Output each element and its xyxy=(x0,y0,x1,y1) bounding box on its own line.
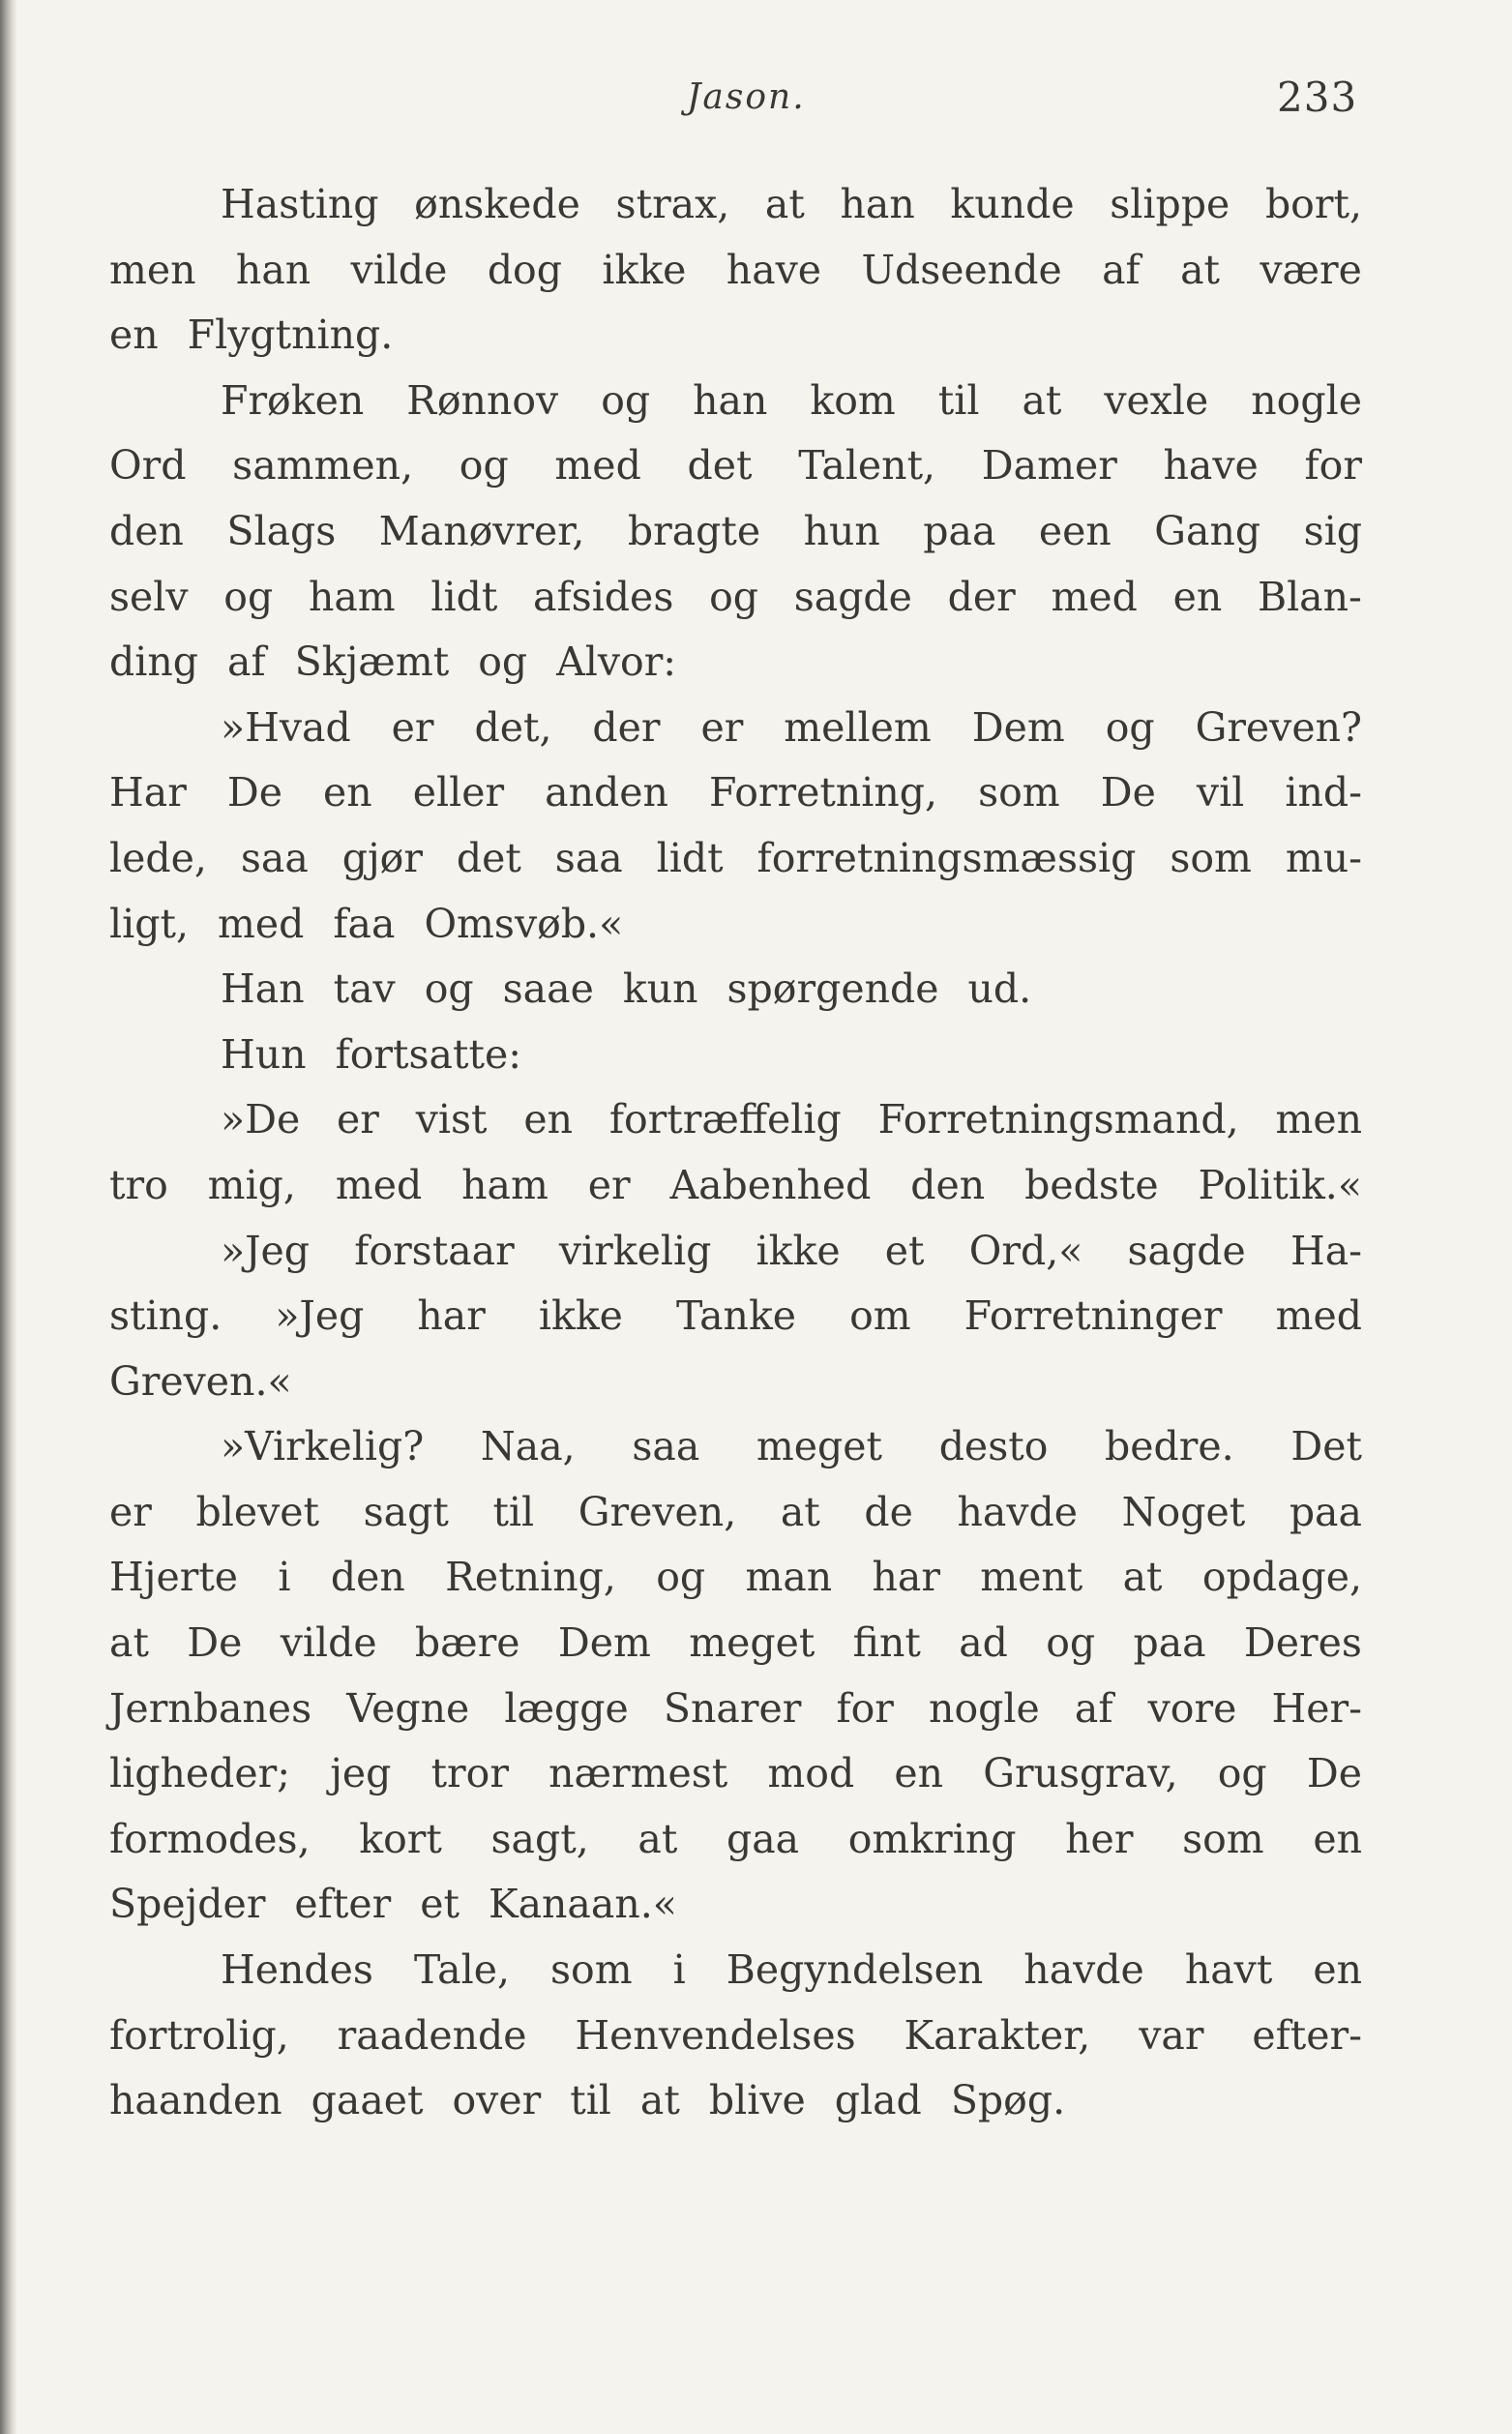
word: Henvendelses xyxy=(575,2011,856,2059)
word: Har xyxy=(109,769,187,816)
word: hun xyxy=(803,507,880,554)
word: formodes, xyxy=(109,1815,311,1862)
word: slippe xyxy=(1110,181,1230,227)
body-text xyxy=(109,172,1362,2134)
text-line xyxy=(109,1153,1362,1219)
word: og xyxy=(1105,703,1155,751)
word: ikke xyxy=(538,1292,623,1340)
word: Dem xyxy=(971,703,1065,751)
word: saa xyxy=(554,834,623,881)
word: gjør xyxy=(341,834,423,881)
running-title: Jason. xyxy=(687,77,806,117)
word: ønskede xyxy=(414,181,580,227)
word: der xyxy=(947,573,1016,620)
word: og xyxy=(1046,1619,1096,1667)
word: raadende xyxy=(337,2011,527,2059)
word: selv xyxy=(109,573,189,620)
word: sagde xyxy=(793,573,912,620)
word: er xyxy=(391,703,434,751)
word: den xyxy=(109,507,184,554)
word: og xyxy=(656,1554,706,1601)
word: Det xyxy=(1290,1423,1362,1470)
word: at xyxy=(1122,1554,1163,1601)
word: men xyxy=(109,246,196,293)
text-line xyxy=(109,1284,1362,1350)
word: som xyxy=(978,769,1060,816)
word: anden xyxy=(545,769,668,816)
text-line xyxy=(109,1872,1362,1938)
word: afsides xyxy=(533,573,674,620)
text-line xyxy=(109,1545,1362,1611)
text-line xyxy=(109,172,1362,238)
word: Manøvrer, xyxy=(378,507,585,554)
text-line xyxy=(109,303,1362,369)
word: vil xyxy=(1196,769,1245,816)
word: Tale, xyxy=(413,1946,511,1994)
word: og xyxy=(601,376,651,424)
word: i xyxy=(278,1554,291,1601)
word: har xyxy=(872,1554,940,1601)
word: over xyxy=(452,2077,542,2124)
word: Slags xyxy=(226,507,337,554)
word: vist xyxy=(415,1096,488,1143)
word: jeg xyxy=(330,1750,392,1797)
word: Forretninger xyxy=(964,1292,1223,1340)
word: »De xyxy=(221,1096,301,1143)
word: mu- xyxy=(1285,834,1362,881)
word: Frøken xyxy=(221,376,365,424)
word: og xyxy=(424,965,474,1013)
word: Hun xyxy=(221,1030,307,1078)
word: i xyxy=(672,1946,686,1994)
word: sagt xyxy=(363,1488,449,1535)
word: Han xyxy=(221,965,305,1013)
word: ikke xyxy=(602,246,687,293)
word: der xyxy=(592,703,661,751)
text-line xyxy=(109,1741,1362,1807)
word: fortsatte: xyxy=(335,1030,522,1078)
word: Omsvøb.« xyxy=(424,900,624,947)
word: glad xyxy=(834,2077,922,2124)
word: lede, xyxy=(109,834,207,881)
word: Snarer xyxy=(663,1684,802,1732)
word: med xyxy=(1051,573,1138,620)
text-line xyxy=(109,1023,1362,1088)
word: lidt xyxy=(430,573,498,620)
text-line xyxy=(109,957,1362,1023)
word: dog xyxy=(487,246,562,293)
word: de xyxy=(864,1488,913,1535)
word: om xyxy=(849,1292,911,1340)
word: nærmest xyxy=(548,1750,728,1797)
word: det xyxy=(687,442,753,490)
word: et xyxy=(884,1227,925,1274)
word: sagt, xyxy=(490,1815,589,1862)
text-line xyxy=(109,1219,1362,1285)
word: Blan- xyxy=(1257,573,1362,620)
word: Karakter, xyxy=(904,2011,1091,2059)
word: det xyxy=(456,834,521,881)
word: Hendes xyxy=(221,1946,373,1994)
word: en xyxy=(894,1750,944,1797)
word: og xyxy=(223,573,274,620)
word: Rønnov xyxy=(406,376,559,424)
word: er xyxy=(337,1096,379,1143)
word: ud. xyxy=(967,965,1032,1013)
word: den xyxy=(910,1161,986,1208)
word: kun xyxy=(622,965,698,1013)
word: een xyxy=(1038,507,1112,554)
word: ikke xyxy=(756,1227,841,1274)
word: opdage, xyxy=(1201,1554,1362,1601)
word: at xyxy=(1180,246,1220,293)
word: mellem xyxy=(784,703,932,751)
word: den xyxy=(330,1554,405,1601)
word: Grusgrav, xyxy=(983,1750,1178,1797)
word: en xyxy=(109,312,159,359)
text-line xyxy=(109,630,1362,696)
word: kunde xyxy=(950,181,1075,227)
word: og xyxy=(1217,1750,1267,1797)
word: Hjerte xyxy=(109,1554,239,1601)
word: at xyxy=(109,1619,149,1667)
word: gaaet xyxy=(311,2077,424,2124)
word: vexle xyxy=(1104,376,1209,424)
word: som xyxy=(550,1946,633,1994)
word: Forretningsmand, xyxy=(877,1096,1239,1143)
word: Talent, xyxy=(798,442,936,490)
word: Flygtning. xyxy=(187,312,394,359)
word: »Jeg xyxy=(275,1292,365,1340)
word: Retning, xyxy=(445,1554,616,1601)
word: »Jeg xyxy=(221,1227,311,1274)
word: have xyxy=(1163,442,1259,490)
text-line xyxy=(109,565,1362,631)
word: lægge xyxy=(504,1684,629,1732)
word: Begyndelsen xyxy=(726,1946,984,1994)
word: spørgende xyxy=(726,965,939,1013)
word: Kanaan.« xyxy=(488,1881,677,1928)
word: saa xyxy=(240,834,309,881)
word: desto xyxy=(938,1423,1049,1470)
word: som xyxy=(1182,1815,1264,1862)
word: ligt, xyxy=(109,900,189,947)
word: med xyxy=(554,442,641,490)
word: Dem xyxy=(557,1619,651,1667)
word: at xyxy=(764,181,805,227)
word: saae xyxy=(502,965,594,1013)
word: med xyxy=(1275,1292,1362,1340)
word: saa xyxy=(632,1423,700,1470)
text-line xyxy=(109,1350,1362,1415)
word: sammen, xyxy=(232,442,414,490)
word: gaa xyxy=(726,1815,800,1862)
word: for xyxy=(1304,442,1362,490)
word: fortrolig, xyxy=(109,2011,289,2059)
word: meget xyxy=(689,1619,815,1667)
word: mig, xyxy=(207,1161,296,1208)
word: han xyxy=(235,246,311,293)
word: Noget xyxy=(1121,1488,1246,1535)
word: Greven, xyxy=(578,1488,737,1535)
word: Damer xyxy=(981,442,1117,490)
word: til xyxy=(570,2077,611,2124)
word: bedste xyxy=(1024,1161,1159,1208)
word: vilde xyxy=(280,1619,377,1667)
word: her xyxy=(1065,1815,1134,1862)
word: at xyxy=(780,1488,820,1535)
word: til xyxy=(937,376,980,424)
text-line xyxy=(109,1414,1362,1480)
word: en xyxy=(1172,573,1223,620)
word: Hasting xyxy=(221,181,379,227)
page-header xyxy=(0,68,1512,126)
word: meget xyxy=(756,1423,883,1470)
text-line xyxy=(109,238,1362,304)
word: bære xyxy=(414,1619,520,1667)
word: bort, xyxy=(1264,181,1362,227)
word: De xyxy=(226,769,282,816)
word: haanden xyxy=(109,2077,282,2124)
word: af xyxy=(227,638,266,686)
word: Greven? xyxy=(1195,703,1362,751)
word: bedre. xyxy=(1105,1423,1234,1470)
word: ind- xyxy=(1285,769,1362,816)
word: vore xyxy=(1147,1684,1237,1732)
word: Tanke xyxy=(675,1292,797,1340)
word: for xyxy=(836,1684,894,1732)
word: fint xyxy=(852,1619,921,1667)
text-line xyxy=(109,1807,1362,1873)
word: Greven.« xyxy=(109,1357,292,1405)
word: Spejder xyxy=(109,1881,266,1928)
word: men xyxy=(1275,1096,1362,1143)
word: lidt xyxy=(656,834,724,881)
word: tror xyxy=(430,1750,509,1797)
word: Ha- xyxy=(1290,1227,1362,1274)
word: Jernbanes xyxy=(109,1684,312,1732)
word: sig xyxy=(1303,507,1362,554)
text-line xyxy=(109,1480,1362,1546)
word: Ord,« xyxy=(968,1227,1083,1274)
page-number: 233 xyxy=(1277,74,1358,121)
word: have xyxy=(726,246,822,293)
text-line xyxy=(109,1611,1362,1677)
word: Her- xyxy=(1271,1684,1362,1732)
word: Forretning, xyxy=(708,769,938,816)
word: er xyxy=(700,703,744,751)
word: De xyxy=(1306,1750,1362,1797)
word: Vegne xyxy=(346,1684,470,1732)
word: havde xyxy=(1023,1946,1144,1994)
word: virkelig xyxy=(558,1227,712,1274)
word: Naa, xyxy=(480,1423,576,1470)
word: en xyxy=(323,769,372,816)
word: var xyxy=(1139,2011,1204,2059)
word: paa xyxy=(1133,1619,1206,1667)
word: er xyxy=(587,1161,631,1208)
word: som xyxy=(1170,834,1252,881)
word: af xyxy=(1074,1684,1113,1732)
text-line xyxy=(109,1938,1362,2004)
word: ham xyxy=(461,1161,548,1208)
word: Deres xyxy=(1243,1619,1362,1667)
word: paa xyxy=(1289,1488,1362,1535)
word: kort xyxy=(359,1815,442,1862)
word: er xyxy=(109,1488,152,1535)
word: efter- xyxy=(1252,2011,1362,2059)
word: til xyxy=(492,1488,535,1535)
word: efter xyxy=(294,1881,392,1928)
word: havde xyxy=(957,1488,1079,1535)
word: ding xyxy=(109,638,199,686)
word: sting. xyxy=(109,1292,222,1340)
word: det, xyxy=(474,703,552,751)
word: kom xyxy=(810,376,896,424)
text-line xyxy=(109,433,1362,499)
word: at xyxy=(1022,376,1062,424)
word: blive xyxy=(708,2077,806,2124)
word: han xyxy=(840,181,915,227)
book-binding-shadow xyxy=(0,0,17,2434)
word: en xyxy=(523,1096,574,1143)
word: bragte xyxy=(627,507,761,554)
word: »Virkelig? xyxy=(221,1423,425,1470)
text-line xyxy=(109,826,1362,892)
word: en xyxy=(1313,1946,1362,1994)
word: nogle xyxy=(1251,376,1362,424)
word: De xyxy=(187,1619,243,1667)
word: ad xyxy=(959,1619,1008,1667)
word: og xyxy=(709,573,758,620)
word: med xyxy=(217,900,305,947)
word: Skjæmt xyxy=(294,638,450,686)
word: sagde xyxy=(1127,1227,1246,1274)
text-line xyxy=(109,892,1362,958)
word: være xyxy=(1260,246,1362,293)
word: Spøg. xyxy=(950,2077,1066,2124)
word: et xyxy=(420,1881,460,1928)
word: ham xyxy=(308,573,396,620)
text-line xyxy=(109,760,1362,826)
word: strax, xyxy=(615,181,730,227)
text-line xyxy=(109,1087,1362,1153)
word: vilde xyxy=(350,246,448,293)
word: havt xyxy=(1184,1946,1273,1994)
word: blevet xyxy=(195,1488,320,1535)
word: man xyxy=(745,1554,833,1601)
word: forstaar xyxy=(354,1227,515,1274)
word: Udseende xyxy=(861,246,1062,293)
word: nogle xyxy=(929,1684,1040,1732)
word: forretningsmæssig xyxy=(756,834,1137,881)
word: at xyxy=(637,1815,678,1862)
word: paa xyxy=(923,507,996,554)
word: »Hvad xyxy=(221,703,351,751)
word: mod xyxy=(767,1750,855,1797)
word: at xyxy=(639,2077,680,2124)
word: og xyxy=(459,442,509,490)
text-line xyxy=(109,1677,1362,1742)
word: Ord xyxy=(109,442,187,490)
word: Aabenhed xyxy=(669,1161,872,1208)
word: han xyxy=(693,376,768,424)
word: faa xyxy=(333,900,396,947)
word: tav xyxy=(333,965,396,1013)
word: Gang xyxy=(1154,507,1261,554)
word: De xyxy=(1100,769,1156,816)
text-line xyxy=(109,369,1362,434)
word: med xyxy=(335,1161,423,1208)
word: og xyxy=(478,638,528,686)
text-line xyxy=(109,2004,1362,2069)
text-line xyxy=(109,2068,1362,2134)
word: ligheder; xyxy=(109,1750,291,1797)
word: af xyxy=(1102,246,1141,293)
word: fortræffelig xyxy=(608,1096,842,1143)
word: Alvor: xyxy=(556,638,677,686)
word: eller xyxy=(412,769,505,816)
word: en xyxy=(1313,1815,1362,1862)
word: omkring xyxy=(847,1815,1017,1862)
word: ment xyxy=(980,1554,1083,1601)
text-line xyxy=(109,696,1362,761)
word: har xyxy=(417,1292,486,1340)
word: Politik.« xyxy=(1198,1161,1362,1208)
text-line xyxy=(109,499,1362,565)
word: tro xyxy=(109,1161,168,1208)
